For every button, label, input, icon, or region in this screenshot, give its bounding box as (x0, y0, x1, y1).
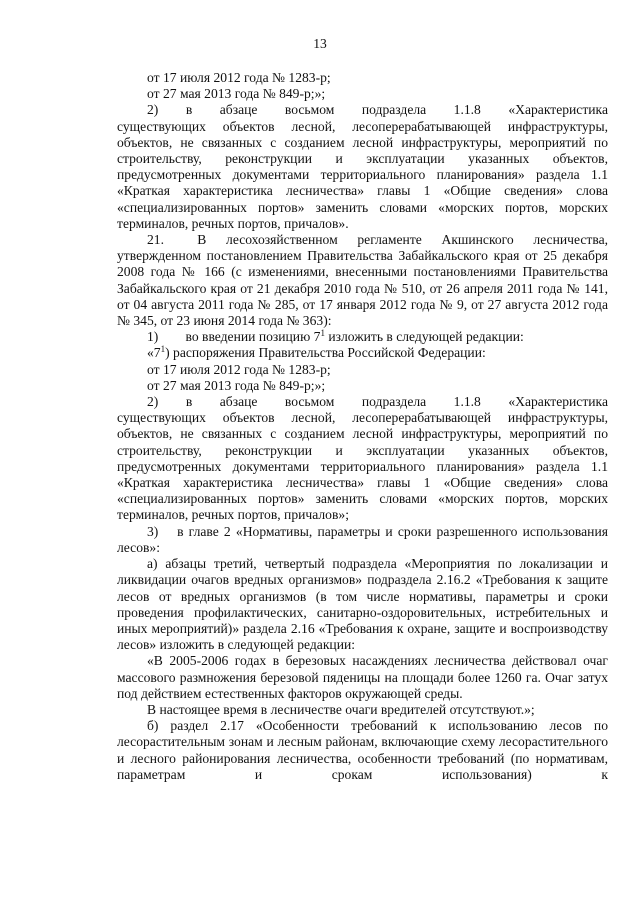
paragraph-position-7-1-text: «7 (147, 345, 161, 361)
paragraph-item-1-text: 1) во введении позицию 7 (147, 329, 321, 345)
paragraph-item-2-first: 2) в абзаце восьмом подраздела 1.1.8 «Характеристика существующих объектов лесной, лесоперерабатывающей инфраструктуры, объектов, не связанных с созданием лесной инфраструктуры, мероприятий по строительству, реконструкции и эксплуатации указанных объектов, предусмотренных документами территориального планирования» раздела 1.1 «Краткая характеристика лесничества» главы 1 «Общие сведения» слова «специализированных портов» заменить словами «морских портов, морских терминалов, речных портов, причалов». (117, 102, 608, 231)
page-number: 13 (313, 36, 327, 51)
paragraph-position-7-1 (117, 345, 608, 361)
paragraph-order-date-1: от 17 июля 2012 года № 1283-р; (147, 70, 331, 85)
paragraph-item-2-second: 2) в абзаце восьмом подраздела 1.1.8 «Характеристика существующих объектов лесной, лесоперерабатывающей инфраструктуры, объектов, не связанных с созданием лесной инфраструктуры, мероприятий по строительству, реконструкции и эксплуатации указанных объектов, предусмотренных документами территориального планирования» раздела 1.1 «Краткая характеристика лесничества» главы 1 «Общие сведения» слова «специализированных портов» заменить словами «морских портов, морских терминалов, речных портов, причалов»; (117, 394, 608, 523)
paragraph-item-1-tail: изложить в следующей редакции: (324, 329, 524, 345)
paragraph-order-date-4: от 27 мая 2013 года № 849-р;»; (147, 377, 326, 393)
paragraph-subitem-a: а) абзацы третий, четвертый подраздела «Мероприятия по локализации и ликвидации очагов вредных организмов» подраздела 2.16.2 «Требования к защите лесов от вредных организмов (в том числе нормативы, параметры и сроки проведения профилактических, санитарно-оздоровительных, истребительных и иных мероприятий)» раздела 2.16 «Требования к охране, защите и воспроизводству лесов» изложить в следующей редакции: (117, 556, 608, 653)
paragraph-quote-current: В настоящее время в лесничестве очаги вредителей отсутствуют.»; (147, 701, 535, 717)
paragraph-subitem-b: б) раздел 2.17 «Особенности требований к использованию лесов по лесорастительным зонам и лесным районам, включающие схему лесорастительного и лесного районирования лесничества, особенности требований (по нормативам, параметрам и срокам использования) к (117, 718, 608, 782)
superscript-one: 1 (160, 344, 166, 355)
paragraph-item-3: 3) в главе 2 «Нормативы, параметры и сроки разрешенного использования лесов»: (117, 523, 608, 555)
paragraph-position-7-1-tail: ) распоряжения Правительства Российской Федерации: (165, 345, 486, 361)
paragraph-order-date-3: от 17 июля 2012 года № 1283-р; (147, 361, 331, 377)
paragraph-order-date-2: от 27 мая 2013 года № 849-р;»; (147, 86, 326, 102)
paragraph-item-1 (117, 329, 608, 345)
paragraph-quote-outbreak: «В 2005-2006 годах в березовых насаждениях лесничества действовал очаг массового размножения березовой пяденицы на площади более 1260 га. Очаг затух под действием естественных факторов окружающей среды. (117, 653, 608, 701)
document-body (117, 70, 608, 783)
superscript-one: 1 (320, 328, 325, 339)
paragraph-item-21: 21. В лесохозяйственном регламенте Акшинского лесничества, утвержденном постановлением Правительства Забайкальского края от 25 декабря 2008 года № 166 (с изменениями, внесенными постановлениями Правительства Забайкальского края от 21 декабря 2010 года № 510, от 26 апреля 2011 года № 141, от 04 августа 2011 года № 285, от 17 января 2012 года № 9, от 27 августа 2012 года № 345, от 23 июня 2014 года № 363): (117, 232, 608, 329)
